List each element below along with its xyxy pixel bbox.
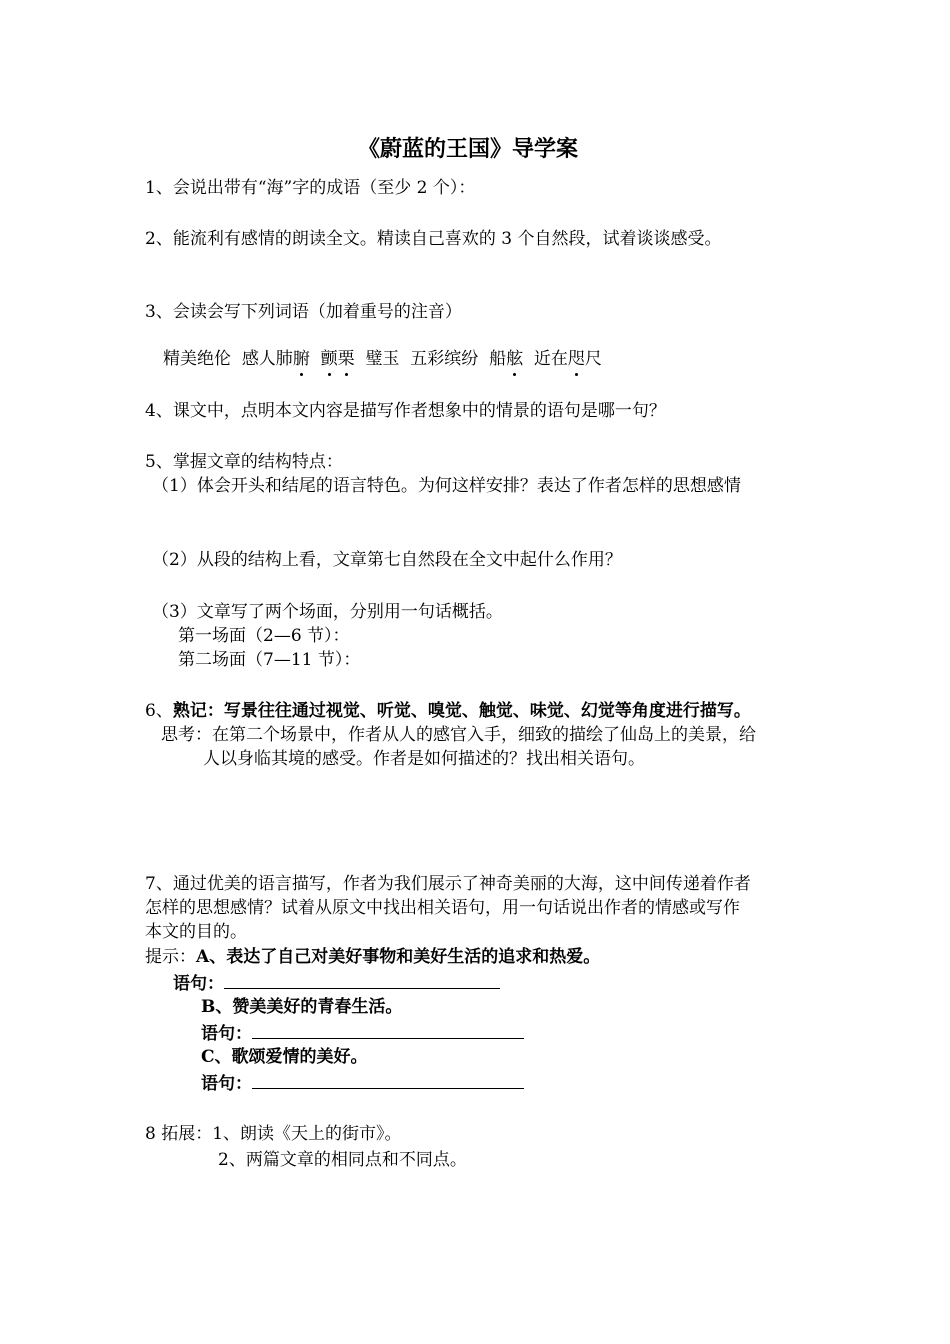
question-1: 1、会说出带有“海”字的成语（至少 2 个）： xyxy=(145,178,476,198)
question-6-think-line-1: 思考：在第二个场景中，作者从人的感官入手，细致的描绘了仙岛上的美景，给 xyxy=(161,725,756,745)
vocabulary-list xyxy=(163,347,602,371)
emphasis-char: 舷 xyxy=(506,349,524,369)
answer-line-a xyxy=(173,970,500,996)
question-8-line-1: 8 拓展：1、朗读《天上的街市》。 xyxy=(145,1124,402,1144)
hint-option-b: B、赞美美好的青春生活。 xyxy=(201,997,403,1017)
question-2: 2、能流利有感情的朗读全文。精读自己喜欢的 3 个自然段，试着谈谈感受。 xyxy=(145,229,722,249)
hint-line xyxy=(145,945,600,969)
question-5-heading: 5、掌握文章的结构特点： xyxy=(145,452,343,472)
answer-line-c xyxy=(201,1070,524,1096)
scene-2-line: 第二场面（7—11 节）： xyxy=(178,650,361,670)
word-3 xyxy=(321,349,355,369)
emphasis-char: 腑 xyxy=(292,349,310,369)
answer-blank xyxy=(252,1070,524,1089)
question-6-bold-text: 熟记：写景往往通过视觉、听觉、嗅觉、触觉、味觉、幻觉等角度进行描写。 xyxy=(172,701,751,721)
word-4: 璧玉 xyxy=(365,349,400,369)
emphasis-char: 咫 xyxy=(567,349,585,369)
question-3: 3、会读会写下列词语（加着重号的注音） xyxy=(145,302,462,322)
question-7-line-3: 本文的目的。 xyxy=(145,922,247,942)
word-6: 船舷 xyxy=(489,349,524,369)
answer-label: 语句： xyxy=(173,974,224,994)
answer-label: 语句： xyxy=(201,1024,252,1044)
question-8-line-2: 2、两篇文章的相同点和不同点。 xyxy=(218,1150,467,1170)
answer-label: 语句： xyxy=(201,1074,252,1094)
word-2: 感人肺腑 xyxy=(241,349,310,369)
question-6 xyxy=(145,699,751,723)
word-5: 五彩缤纷 xyxy=(410,349,479,369)
question-7-line-2: 怎样的思想感情？试着从原文中找出相关语句，用一句话说出作者的情感或写作 xyxy=(145,898,740,918)
question-5-part-3: （3）文章写了两个场面，分别用一句话概括。 xyxy=(152,602,503,622)
question-4: 4、课文中，点明本文内容是描写作者想象中的情景的语句是哪一句？ xyxy=(145,401,666,421)
answer-line-b xyxy=(201,1020,524,1046)
answer-blank xyxy=(224,970,500,989)
page-title: 《蔚蓝的王国》导学案 xyxy=(358,136,579,162)
hint-label: 提示： xyxy=(145,947,196,967)
emphasis-char: 栗 xyxy=(337,349,355,369)
scene-1-line: 第一场面（2—6 节）： xyxy=(178,626,350,646)
question-5-part-2: （2）从段的结构上看，文章第七自然段在全文中起什么作用？ xyxy=(152,550,622,570)
question-6-think-line-2: 人以身临其境的感受。作者是如何描述的？找出相关语句。 xyxy=(203,749,645,769)
hint-option-c: C、歌颂爱情的美好。 xyxy=(201,1047,368,1067)
word-7: 近在咫尺 xyxy=(533,349,602,369)
answer-blank xyxy=(252,1020,524,1039)
emphasis-char: 颤 xyxy=(320,349,338,369)
question-6-label: 6、 xyxy=(145,701,173,721)
question-5-part-1: （1）体会开头和结尾的语言特色。为何这样安排？表达了作者怎样的思想感情 xyxy=(152,476,741,496)
question-7-line-1: 7、通过优美的语言描写，作者为我们展示了神奇美丽的大海，这中间传递着作者 xyxy=(145,874,751,894)
hint-option-a: A、表达了自己对美好事物和美好生活的追求和热爱。 xyxy=(196,947,601,967)
word-1: 精美绝伦 xyxy=(163,349,231,369)
